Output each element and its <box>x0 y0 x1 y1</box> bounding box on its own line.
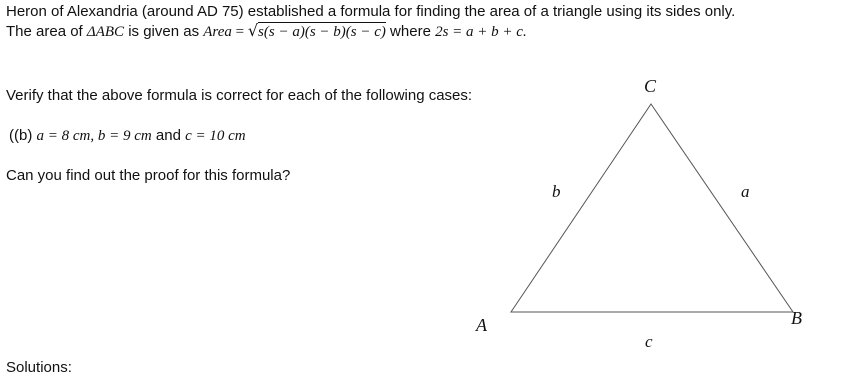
case-and: and <box>151 127 186 144</box>
side-label-a: a <box>741 182 750 201</box>
case-prefix: ((b) <box>9 127 37 144</box>
triangle-shape <box>511 104 793 312</box>
area-word: Area <box>203 24 232 40</box>
given-as: is given as <box>124 23 204 40</box>
triangle-name: ΔABC <box>86 24 125 40</box>
area-prefix: The area of <box>6 23 87 40</box>
equals-sign: = <box>231 24 248 40</box>
sqrt-expression: s(s − a)(s − b)(s − c) <box>258 24 386 40</box>
semi-perimeter-relation: 2s = a + b + c. <box>435 24 527 40</box>
vertex-label-b: B <box>791 308 802 328</box>
case-values: a = 8 cm, b = 9 cm <box>36 128 152 144</box>
case-c-value: c = 10 cm <box>185 128 246 144</box>
where-word: where <box>385 23 436 40</box>
side-label-b: b <box>552 182 561 201</box>
verify-text: Verify that the above formula is correct for each of the following cases: <box>6 87 473 104</box>
proof-question-text: Can you find out the proof for this formula? <box>6 167 291 184</box>
radical-icon: √ <box>247 21 259 40</box>
vertex-label-c: C <box>644 76 657 96</box>
side-label-c: c <box>645 332 653 351</box>
intro-text: Heron of Alexandria (around AD 75) established a formula for finding the area of a triangle using its sides only. <box>6 3 736 20</box>
solutions-text: Solutions: <box>6 359 72 376</box>
vertex-label-a: A <box>476 315 487 335</box>
